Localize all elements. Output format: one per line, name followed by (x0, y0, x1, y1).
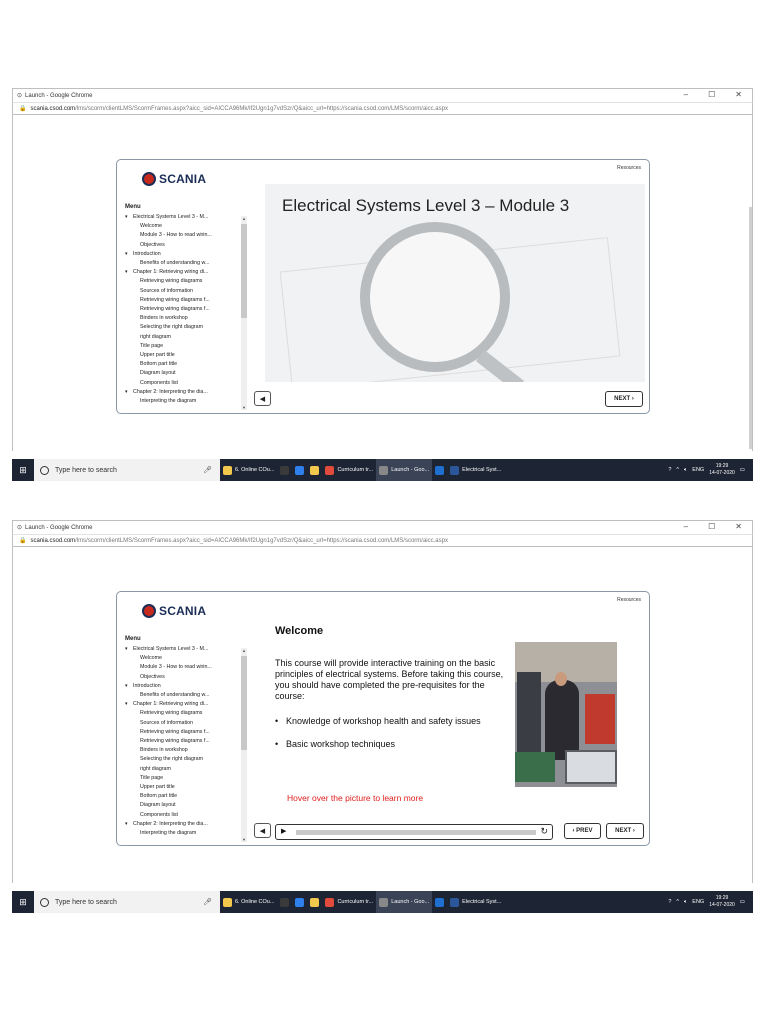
menu-item-label: Electrical Systems Level 3 - M... (133, 214, 209, 220)
window-title: Launch - Google Chrome (25, 524, 93, 531)
screenshot-2 (12, 520, 753, 908)
app-icon (435, 898, 444, 907)
taskbar-app-label: Launch - Goo... (391, 899, 430, 905)
menu-item[interactable] (125, 388, 237, 397)
menu-item-label: Chapter 1: Retrieving wiring di... (133, 701, 209, 708)
menu-item[interactable] (125, 241, 237, 250)
menu-item[interactable] (125, 783, 237, 792)
caret-down-icon[interactable]: ▾ (125, 250, 128, 257)
notification-icon[interactable]: ▭ (739, 467, 745, 473)
speaker-tray-icon[interactable]: 🔈︎ (683, 898, 688, 905)
menu-item[interactable] (125, 811, 237, 820)
bullet-text: Basic workshop techniques (286, 739, 396, 749)
taskbar-app[interactable] (432, 891, 447, 913)
menu-scrollbar[interactable] (241, 648, 247, 842)
photo-cabinet (585, 694, 615, 744)
app-icon (295, 898, 304, 907)
griffin-emblem-icon (142, 172, 156, 186)
course-menu (125, 204, 245, 410)
menu-item-label: Retrieving wiring diagrams f... (140, 738, 210, 745)
technician-photo[interactable] (515, 642, 617, 787)
system-tray (668, 459, 745, 481)
menu-item[interactable] (125, 369, 237, 378)
course-player (116, 591, 650, 846)
menu-item[interactable] (125, 719, 237, 728)
menu-item-label: Retrieving wiring diagrams f... (140, 728, 210, 735)
taskbar-app[interactable] (307, 891, 322, 913)
menu-item[interactable] (125, 397, 237, 406)
app-icon (310, 898, 319, 907)
window-controls (684, 522, 742, 531)
menu-item-label: Module 3 - How to read wirin... (140, 232, 212, 239)
menu-item[interactable] (125, 333, 237, 342)
menu-item-label: Chapter 1: Retrieving wiring di... (133, 269, 209, 276)
page-viewport (12, 115, 753, 451)
minimize-button[interactable]: – (683, 522, 689, 531)
app-icon (379, 898, 388, 907)
maximize-button[interactable]: ☐ (708, 522, 716, 531)
bullet-icon: • (275, 716, 279, 726)
menu-item[interactable] (125, 700, 237, 709)
slide-title: Welcome (275, 625, 324, 637)
slide-body: This course will provide interactive training on the basic principles of electrical systems. Before taking this course, you should have completed the pre-requisites for the course: (275, 658, 504, 701)
menu-item[interactable] (125, 222, 237, 231)
menu-item-label: Benefits of understanding w... (140, 260, 210, 267)
taskbar-app[interactable] (307, 459, 322, 481)
taskbar-app[interactable] (277, 891, 292, 913)
media-seekbar[interactable] (275, 824, 553, 840)
taskbar-app[interactable] (220, 891, 277, 913)
page-viewport (12, 547, 753, 883)
scania-logo (142, 172, 206, 186)
windows-taskbar (12, 891, 753, 913)
caret-down-icon[interactable]: ▾ (125, 214, 128, 220)
menu-item-label: Retrieving wiring diagrams (140, 278, 203, 285)
browser-titlebar (12, 88, 753, 102)
address-bar[interactable] (12, 534, 753, 547)
menu-item[interactable] (125, 663, 237, 672)
menu-item-label: Objectives (140, 673, 165, 680)
microphone-icon[interactable]: 🎤︎ (203, 467, 212, 474)
menu-item-label: Upper part title (140, 352, 175, 359)
app-icon (450, 466, 459, 475)
menu-item-label: Bottom part title (140, 793, 178, 800)
menu-item-label: Module 3 - How to read wirin... (140, 664, 212, 671)
search-placeholder: Type here to search (55, 466, 117, 474)
speaker-tray-icon[interactable]: 🔈︎ (683, 466, 688, 473)
hover-instruction: Hover over the picture to learn more (287, 793, 424, 803)
next-button[interactable]: NEXT › (606, 823, 644, 839)
scania-logo (142, 604, 206, 618)
menu-item-label: Electrical Systems Level 3 - M... (133, 646, 209, 652)
app-icon (310, 466, 319, 475)
menu-scroll-thumb[interactable] (241, 224, 247, 318)
chrome-icon: ⊙ (17, 525, 23, 531)
lock-icon: 🔒 (19, 106, 27, 112)
menu-item[interactable] (125, 351, 237, 360)
prerequisites-list (275, 716, 505, 762)
menu-item[interactable] (125, 682, 237, 691)
app-icon (223, 898, 232, 907)
menu-item-label: Components list (140, 811, 178, 818)
url-path: /lms/scorm/clientLMS/ScormFrames.aspx?aicc_sid=AICCA96Mk/If2Ugn1g7vdSzr/Q&aicc_url=https://scania.csod.com/LMS/scorm/aicc.aspx (75, 537, 448, 544)
photo-head (555, 672, 567, 686)
scroll-down-icon[interactable]: ▼ (242, 405, 246, 410)
taskbar-app-label: Electrical Syst... (462, 467, 502, 473)
bullet-text: Knowledge of workshop health and safety issues (286, 716, 481, 726)
lock-icon: 🔒 (19, 538, 27, 544)
app-icon (280, 466, 289, 475)
prev-button[interactable]: ‹ PREV (564, 823, 601, 839)
menu-item-label: Retrieving wiring diagrams f... (140, 306, 210, 313)
menu-item[interactable] (125, 673, 237, 682)
menu-item[interactable] (125, 360, 237, 369)
cortana-icon (40, 466, 49, 475)
taskbar-app[interactable] (292, 891, 307, 913)
menu-item-label: Welcome (140, 223, 162, 230)
photo-monitor (565, 750, 617, 784)
menu-item[interactable] (125, 323, 237, 332)
menu-item-label: Binders in workshop (140, 315, 188, 322)
menu-item[interactable] (125, 801, 237, 810)
taskbar-app[interactable] (376, 459, 432, 481)
chrome-icon: ⊙ (17, 93, 23, 99)
window-title: Launch - Google Chrome (25, 92, 93, 99)
menu-item[interactable] (125, 379, 237, 388)
menu-item-label: Title page (140, 342, 164, 349)
menu-item-label: Sources of information (140, 287, 193, 294)
menu-item-label: Objectives (140, 241, 165, 248)
clock[interactable] (709, 463, 735, 477)
menu-item-label: Introduction (133, 682, 161, 689)
taskbar-app-label: Electrical Syst... (462, 899, 502, 905)
taskbar-app[interactable] (322, 459, 376, 481)
menu-item-label: Diagram layout (140, 370, 176, 377)
menu-item[interactable] (125, 342, 237, 351)
menu-item[interactable] (125, 296, 237, 305)
menu-item-label: Welcome (140, 655, 162, 662)
taskbar-app-label: 6. Online COu... (235, 467, 275, 473)
app-icon (435, 466, 444, 475)
taskbar-app-label: Launch - Goo... (391, 467, 430, 473)
chevron-up-icon[interactable]: ^ (676, 467, 679, 473)
menu-item[interactable] (125, 314, 237, 323)
menu-item-label: Retrieving wiring diagrams f... (140, 296, 210, 303)
clock-date: 14-07-2020 (709, 470, 735, 476)
browser-titlebar (12, 520, 753, 534)
menu-scroll-thumb[interactable] (241, 656, 247, 750)
griffin-emblem-icon (142, 604, 156, 618)
microphone-icon[interactable]: 🎤︎ (203, 899, 212, 906)
taskbar-app[interactable] (432, 459, 447, 481)
caret-down-icon[interactable]: ▾ (125, 269, 128, 276)
menu-item[interactable] (125, 792, 237, 801)
menu-item[interactable] (125, 287, 237, 296)
menu-item-label: Binders in workshop (140, 747, 188, 754)
caret-down-icon[interactable]: ▾ (125, 820, 128, 827)
play-icon[interactable]: ▶ (281, 828, 287, 835)
scroll-up-icon[interactable]: ▲ (242, 648, 246, 653)
taskbar-app[interactable] (292, 459, 307, 481)
taskbar-app[interactable] (322, 891, 376, 913)
menu-item[interactable] (125, 645, 237, 654)
windows-taskbar (12, 459, 753, 481)
list-item (275, 739, 505, 750)
menu-item-label: Retrieving wiring diagrams (140, 710, 203, 717)
seek-track[interactable] (296, 830, 536, 835)
speaker-icon: ◀ (259, 395, 266, 403)
menu-item-label: Sources of information (140, 719, 193, 726)
caret-down-icon[interactable]: ▾ (125, 388, 128, 395)
taskbar-search[interactable] (34, 891, 220, 913)
screenshot-1 (12, 88, 753, 476)
system-tray (668, 891, 745, 913)
menu-item-label: right diagram (140, 333, 171, 340)
menu-item-label: Selecting the right diagram (140, 756, 204, 763)
page-scrollbar[interactable] (749, 207, 752, 449)
taskbar-app[interactable] (376, 891, 432, 913)
taskbar-app[interactable] (277, 459, 292, 481)
taskbar-app[interactable] (220, 459, 277, 481)
app-icon (325, 898, 334, 907)
menu-item[interactable] (125, 746, 237, 755)
app-icon (379, 466, 388, 475)
audio-button[interactable] (254, 823, 271, 838)
scroll-down-icon[interactable]: ▼ (242, 837, 246, 842)
menu-item-label: Introduction (133, 250, 161, 257)
app-icon (280, 898, 289, 907)
menu-item-label: Diagram layout (140, 802, 176, 809)
url-domain: scania.csod.com (30, 537, 76, 544)
app-icon (223, 466, 232, 475)
menu-item[interactable] (125, 231, 237, 240)
url-domain: scania.csod.com (30, 105, 76, 112)
taskbar-app-label: Curriculum tr... (337, 899, 374, 905)
menu-item-label: Chapter 2: Interpreting the dia... (133, 820, 208, 827)
minimize-button[interactable]: – (683, 90, 689, 99)
list-item (275, 716, 505, 727)
menu-item-label: Selecting the right diagram (140, 324, 204, 331)
taskbar-search[interactable] (34, 459, 220, 481)
logo-text: SCANIA (159, 172, 207, 186)
clock-time: 19:29 (715, 895, 729, 901)
language-indicator[interactable]: ENG (692, 899, 705, 905)
taskbar-app[interactable] (447, 459, 504, 481)
clock[interactable] (709, 895, 735, 909)
menu-item[interactable] (125, 820, 237, 829)
course-menu (125, 636, 245, 842)
taskbar-app[interactable] (447, 891, 504, 913)
caret-down-icon[interactable]: ▾ (125, 646, 128, 652)
help-icon[interactable]: ? (668, 899, 672, 905)
chevron-up-icon[interactable]: ^ (676, 899, 679, 905)
menu-item[interactable] (125, 213, 237, 222)
menu-item-label: Chapter 2: Interpreting the dia... (133, 388, 208, 395)
photo-technician (545, 680, 579, 760)
photo-screen-left (515, 752, 555, 782)
magnifier-lens (360, 222, 510, 372)
menu-item-label: Bottom part title (140, 361, 178, 368)
scroll-up-icon[interactable]: ▲ (242, 216, 246, 221)
app-icon (325, 466, 334, 475)
close-button[interactable]: ✕ (735, 522, 742, 531)
module-title: Electrical Systems Level 3 – Module 3 (282, 196, 570, 215)
maximize-button[interactable]: ☐ (708, 90, 716, 99)
replay-icon[interactable]: ↻ (540, 826, 548, 836)
windows-start-icon[interactable]: ⊞ (19, 464, 27, 475)
menu-item[interactable] (125, 259, 237, 268)
resources-link[interactable]: Resources (617, 597, 641, 603)
caret-down-icon[interactable]: ▾ (125, 701, 128, 708)
menu-item-label: Upper part title (140, 784, 175, 791)
menu-item-label: Interpreting the diagram (140, 830, 197, 837)
menu-item[interactable] (125, 709, 237, 718)
photo-equipment (517, 672, 541, 752)
caret-down-icon[interactable]: ▾ (125, 682, 128, 689)
app-icon (295, 466, 304, 475)
clock-time: 19:29 (715, 463, 729, 469)
course-player (116, 159, 650, 414)
speaker-icon: ◀ (259, 827, 266, 835)
url-path: /lms/scorm/clientLMS/ScormFrames.aspx?aicc_sid=AICCA96Mk/If2Ugn1g7vdSzr/Q&aicc_url=https://scania.csod.com/LMS/scorm/aicc.aspx (75, 105, 448, 112)
menu-item[interactable] (125, 691, 237, 700)
taskbar-app-label: Curriculum tr... (337, 467, 374, 473)
clock-date: 14-07-2020 (709, 902, 735, 908)
logo-text: SCANIA (159, 604, 207, 618)
menu-item[interactable] (125, 829, 237, 838)
menu-list (125, 645, 237, 838)
taskbar-apps (220, 891, 504, 913)
next-button[interactable]: NEXT › (605, 391, 643, 407)
menu-item-label: right diagram (140, 765, 171, 772)
menu-scrollbar[interactable] (241, 216, 247, 410)
menu-item-label: Components list (140, 379, 178, 386)
close-button[interactable]: ✕ (735, 90, 742, 99)
menu-item-label: Title page (140, 774, 164, 781)
menu-title: Menu (125, 204, 141, 210)
taskbar-app-label: 6. Online COu... (235, 899, 275, 905)
notification-icon[interactable]: ▭ (739, 899, 745, 905)
menu-title: Menu (125, 636, 141, 642)
menu-item[interactable] (125, 737, 237, 746)
language-indicator[interactable]: ENG (692, 467, 705, 473)
windows-start-icon[interactable]: ⊞ (19, 896, 27, 907)
menu-item[interactable] (125, 765, 237, 774)
menu-item[interactable] (125, 774, 237, 783)
cortana-icon (40, 898, 49, 907)
window-controls (684, 90, 742, 99)
taskbar-apps (220, 459, 504, 481)
address-bar[interactable] (12, 102, 753, 115)
menu-item-label: Benefits of understanding w... (140, 692, 210, 699)
menu-list (125, 213, 237, 406)
resources-link[interactable]: Resources (617, 165, 641, 171)
menu-item[interactable] (125, 268, 237, 277)
bullet-icon: • (275, 739, 279, 749)
search-placeholder: Type here to search (55, 898, 117, 906)
menu-item-label: Interpreting the diagram (140, 398, 197, 405)
menu-item[interactable] (125, 654, 237, 663)
menu-item[interactable] (125, 277, 237, 286)
audio-button[interactable] (254, 391, 271, 406)
help-icon[interactable]: ? (668, 467, 672, 473)
app-icon (450, 898, 459, 907)
menu-item[interactable] (125, 728, 237, 737)
menu-item[interactable] (125, 305, 237, 314)
menu-item[interactable] (125, 250, 237, 259)
menu-item[interactable] (125, 755, 237, 764)
